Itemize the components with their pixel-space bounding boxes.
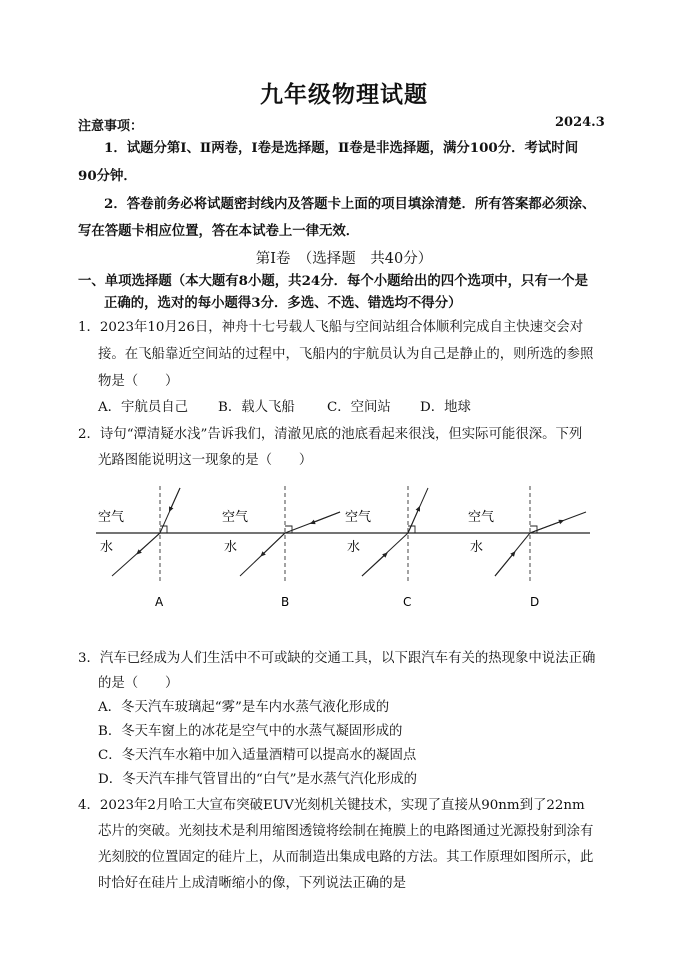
refraction-diagram — [0, 478, 688, 618]
panel-label-b: B — [281, 595, 290, 609]
part-one-rules: 正确的，选对的每小题得3分．多选、不选、错选均不得分） — [104, 295, 462, 311]
q3-option-c: C．冬天汽车水箱中加入适量酒精可以提高水的凝固点 — [98, 748, 417, 763]
note-1-line-1: 1．试题分第Ⅰ、Ⅱ两卷，Ⅰ卷是选择题，Ⅱ卷是非选择题，满分100分．考试时间 — [104, 140, 579, 156]
q4-line-4: 时恰好在硅片上成清晰缩小的像，下列说法正确的是 — [98, 876, 406, 891]
note-2-line-1: 2．答卷前务必将试题密封线内及答题卡上面的项目填涂清楚．所有答案都必须涂、 — [104, 196, 596, 212]
q4-line-2: 芯片的突破。光刻技术是利用缩图透镜将绘制在掩膜上的电路图通过光源投射到涂有 — [98, 824, 594, 839]
q1-option-b: B．载人飞船 — [218, 400, 295, 415]
arrow — [262, 533, 285, 555]
q1-line-2: 接。在飞船靠近空间站的过程中，飞船内的宇航员认为自己是静止的，则所选的参照 — [98, 347, 594, 362]
q3-option-d: D．冬天汽车排气管冒出的“白气”是水蒸气汽化形成的 — [98, 772, 418, 787]
panel-label-d: D — [530, 595, 540, 609]
label-water: 水 — [347, 540, 361, 555]
q1-line-3: 物是（ ） — [98, 374, 179, 389]
q2-line-2: 光路图能说明这一现象的是（ ） — [98, 453, 313, 468]
label-water: 水 — [224, 540, 238, 555]
q3-line-2: 的是（ ） — [98, 676, 179, 691]
q3-line-1: 3．汽车已经成为人们生活中不可或缺的交通工具，以下跟汽车有关的热现象中说法正确 — [78, 651, 596, 666]
panel-a — [98, 486, 180, 609]
panel-c — [345, 486, 428, 609]
label-air: 空气 — [98, 510, 125, 525]
exam-date: 2024.3 — [555, 115, 605, 130]
panel-label-a: A — [155, 595, 164, 609]
panel-label-c: C — [403, 595, 412, 609]
label-water: 水 — [470, 540, 484, 555]
q4-line-3: 光刻胶的位置固定的硅片上，从而制造出集成电路的方法。其工作原理如图所示，此 — [98, 850, 594, 865]
arrow — [170, 488, 180, 510]
note-1-line-2: 90分钟． — [78, 168, 137, 184]
q1-option-d: D．地球 — [420, 400, 471, 415]
notice-label: 注意事项： — [78, 119, 144, 134]
panel-b — [222, 486, 340, 609]
q1-option-c: C．空间站 — [327, 400, 391, 415]
arrow — [530, 521, 562, 533]
q4-line-1: 4．2023年2月哈工大宣布突破EUV光刻机关键技术，实现了直接从90nm到了22nm — [78, 798, 585, 813]
q1-line-1: 1．2023年10月26日，神舟十七号载人飞船与空间站组合体顺利完成自主快速交会对 — [78, 320, 584, 335]
q1-option-a: A．宇航员自己 — [98, 400, 189, 415]
label-air: 空气 — [345, 510, 372, 525]
panel-d — [468, 486, 586, 609]
arrow — [495, 553, 514, 576]
section-title: 第Ⅰ卷 （选择题 共40分） — [255, 251, 433, 267]
q3-option-b: B．冬天车窗上的冰花是空气中的水蒸气凝固形成的 — [98, 724, 403, 739]
arrow — [362, 554, 386, 576]
page-title: 九年级物理试题 — [260, 81, 428, 108]
label-air: 空气 — [222, 510, 249, 525]
label-air: 空气 — [468, 510, 495, 525]
arrow — [138, 533, 160, 553]
label-water: 水 — [100, 540, 114, 555]
arrow — [408, 508, 419, 533]
q3-option-a: A．冬天汽车玻璃起“雾”是车内水蒸气液化形成的 — [98, 700, 390, 715]
part-one-heading: 一、单项选择题（本大题有8小题，共24分．每个小题给出的四个选项中，只有一个是 — [78, 273, 589, 289]
arrow — [312, 512, 340, 523]
q2-line-1: 2．诗句“潭清疑水浅”告诉我们，清澈见底的池底看起来很浅，但实际可能很深。下列 — [78, 427, 583, 442]
note-2-line-2: 写在答题卡相应位置，答在本试卷上一律无效． — [78, 223, 360, 239]
